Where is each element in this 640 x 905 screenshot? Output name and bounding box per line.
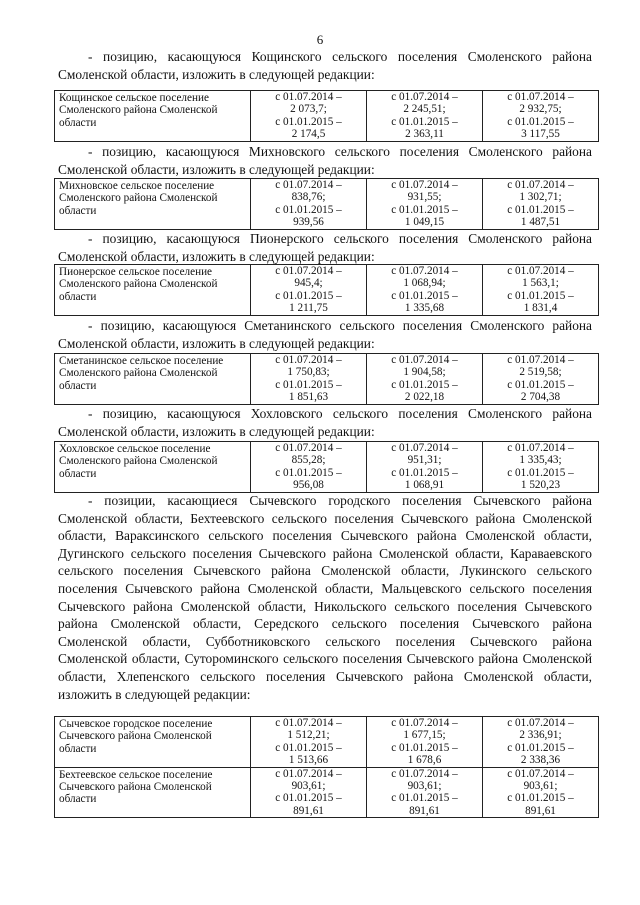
table-row <box>55 179 599 230</box>
rate-cell: с 01.07.2014 – 1 750,83; с 01.01.2015 – 1 851,63 <box>251 354 367 405</box>
section-intro: - позицию, касающуюся Хохловского сельского поселения Смоленского района Смоленской области, изложить в следующей редакции: <box>58 406 592 439</box>
rate-table <box>54 90 599 142</box>
table-row <box>55 354 599 405</box>
rate-cell: с 01.07.2014 – 1 335,43; с 01.01.2015 – 1 520,23 <box>483 442 599 493</box>
settlement-name: Бехтеевское сельское поселение Сычевского района Смоленской области <box>55 767 251 818</box>
table-row <box>55 91 599 142</box>
rate-cell: с 01.07.2014 – 1 302,71; с 01.01.2015 – 1 487,51 <box>483 179 599 230</box>
rate-table <box>54 353 599 405</box>
settlement-name: Сметанинское сельское поселение Смоленского района Смоленской области <box>55 354 251 405</box>
settlement-name: Михновское сельское поселение Смоленского района Смоленской области <box>55 179 251 230</box>
rate-table <box>54 178 599 230</box>
rate-cell: с 01.07.2014 – 931,55; с 01.01.2015 – 1 049,15 <box>367 179 483 230</box>
rate-cell: с 01.07.2014 – 903,61; с 01.01.2015 – 891,61 <box>367 767 483 818</box>
rate-cell: с 01.07.2014 – 2 073,7; с 01.01.2015 – 2 174,5 <box>251 91 367 142</box>
rate-cell: с 01.07.2014 – 1 904,58; с 01.01.2015 – 2 022,18 <box>367 354 483 405</box>
rate-cell: с 01.07.2014 – 1 563,1; с 01.01.2015 – 1 831,4 <box>483 265 599 316</box>
page-number: 6 <box>316 32 324 47</box>
rate-cell: с 01.07.2014 – 838,76; с 01.01.2015 – 939,56 <box>251 179 367 230</box>
rate-cell: с 01.07.2014 – 1 068,94; с 01.01.2015 – 1 335,68 <box>367 265 483 316</box>
rate-cell: с 01.07.2014 – 1 677,15; с 01.01.2015 – 1 678,6 <box>367 717 483 768</box>
rate-cell: с 01.07.2014 – 2 519,58; с 01.01.2015 – 2 704,38 <box>483 354 599 405</box>
table-row <box>55 767 599 818</box>
settlement-name: Пионерское сельское поселение Смоленского района Смоленской области <box>55 265 251 316</box>
section-intro: - позицию, касающуюся Сметанинского сельского поселения Смоленского района Смоленской области, изложить в следующей редакции: <box>58 318 592 351</box>
rate-cell: с 01.07.2014 – 1 512,21; с 01.01.2015 – 1 513,66 <box>251 717 367 768</box>
table-row <box>55 265 599 316</box>
rate-table <box>54 716 599 818</box>
section-intro: - позицию, касающуюся Михновского сельского поселения Смоленского района Смоленской области, изложить в следующей редакции: <box>58 144 592 177</box>
section-intro: - позиции, касающиеся Сычевского городского поселения Сычевского района Смоленской области, Бехтеевского сельского поселения Сычевского района Смоленской области, Вараксинского сельского поселения Сычевского района Смоленской области, Дугинского сельского поселения Сычевского района Смоленской области, Караваевского сельского поселения Сычевского района Смоленской области, Лукинского сельского поселения Сычевского района Смоленской области, Мальцевского сельского поселения Сычевского района Смоленской области, Никольского сельского поселения Сычевского района Смоленской области, Середского сельского поселения Сычевского района Смоленской области, Субботниковского сельского поселения Сычевского района Смоленской области, Сутороминского сельского поселения Сычевского района Смоленской области, Хлепенского сельского поселения Сычевского района Смоленской области, изложить в следующей редакции: <box>58 493 592 702</box>
table-row <box>55 717 599 768</box>
rate-cell: с 01.07.2014 – 2 336,91; с 01.01.2015 – 2 338,36 <box>483 717 599 768</box>
settlement-name: Сычевское городское поселение Сычевского района Смоленской области <box>55 717 251 768</box>
rate-cell: с 01.07.2014 – 903,61; с 01.01.2015 – 891,61 <box>483 767 599 818</box>
rate-cell: с 01.07.2014 – 903,61; с 01.01.2015 – 891,61 <box>251 767 367 818</box>
rate-table <box>54 441 599 493</box>
rate-cell: с 01.07.2014 – 2 932,75; с 01.01.2015 – 3 117,55 <box>483 91 599 142</box>
rate-cell: с 01.07.2014 – 945,4; с 01.01.2015 – 1 211,75 <box>251 265 367 316</box>
settlement-name: Хохловское сельское поселение Смоленского района Смоленской области <box>55 442 251 493</box>
rate-cell: с 01.07.2014 – 2 245,51; с 01.01.2015 – 2 363,11 <box>367 91 483 142</box>
settlement-name: Кощинское сельское поселение Смоленского района Смоленской области <box>55 91 251 142</box>
rate-table <box>54 264 599 316</box>
rate-cell: с 01.07.2014 – 855,28; с 01.01.2015 – 956,08 <box>251 442 367 493</box>
rate-cell: с 01.07.2014 – 951,31; с 01.01.2015 – 1 068,91 <box>367 442 483 493</box>
section-intro: - позицию, касающуюся Кощинского сельского поселения Смоленского района Смоленской области, изложить в следующей редакции: <box>58 49 592 82</box>
section-intro: - позицию, касающуюся Пионерского сельского поселения Смоленского района Смоленской области, изложить в следующей редакции: <box>58 231 592 264</box>
table-row <box>55 442 599 493</box>
